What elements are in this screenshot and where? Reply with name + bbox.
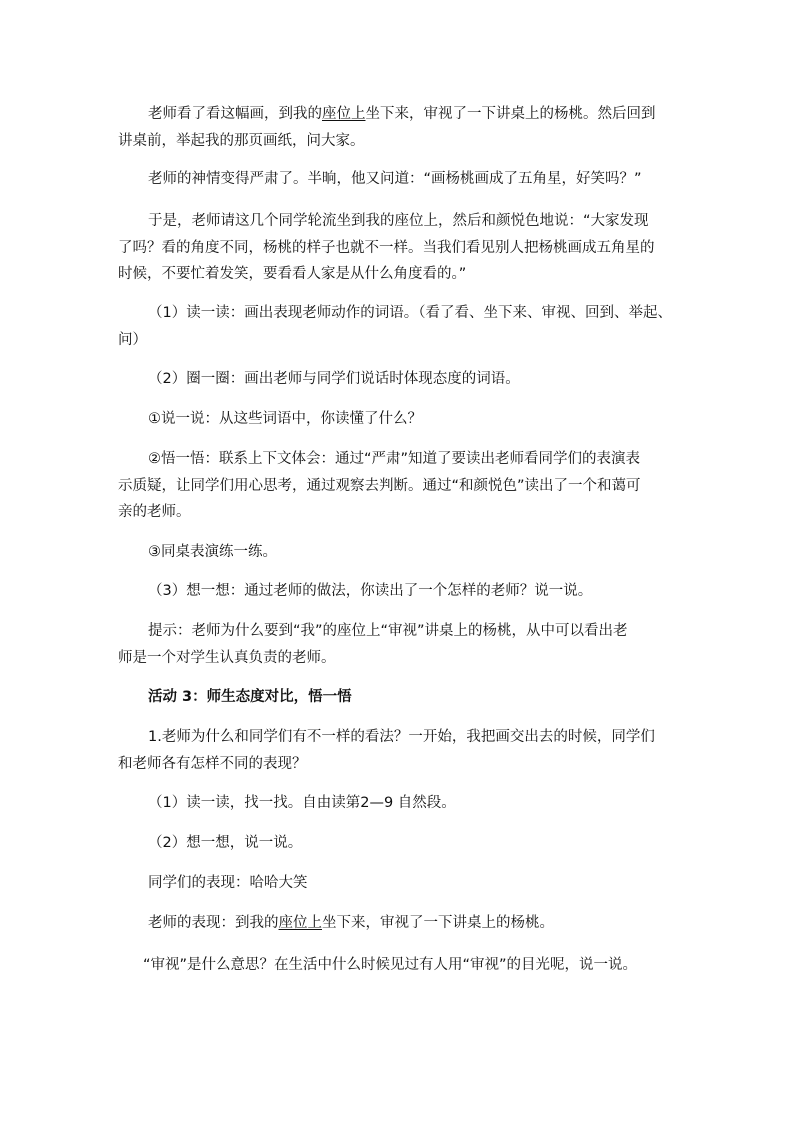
paragraph-line: 问） <box>118 332 147 348</box>
text-segment: 坐下来，审视了一下讲桌上的杨桃。然后回到 <box>365 106 656 122</box>
paragraph-line <box>148 104 656 124</box>
paragraph-line: 师是一个对学生认真负责的老师。 <box>118 650 336 666</box>
section-heading: 活动 3：师生态度对比，悟一悟 <box>148 689 352 705</box>
paragraph-line: ②悟一悟：联系上下文体会：通过“严肃”知道了要读出老师看同学们的表演表 <box>148 451 641 467</box>
underlined-text: 座位上 <box>322 106 366 122</box>
paragraph-line: 提示：老师为什么要到“我”的座位上“审视”讲桌上的杨桃，从中可以看出老 <box>148 623 628 639</box>
paragraph-line: ③同桌表演练一练。 <box>148 544 277 560</box>
paragraph-line: 亲的老师。 <box>118 504 191 520</box>
paragraph-line: 示质疑，让同学们用心思考，通过观察去判断。通过“和颜悦色”读出了一个和蔼可 <box>118 478 641 494</box>
paragraph-line: 于是，老师请这几个同学轮流坐到我的座位上，然后和颜悦色地说：“大家发现 <box>148 213 649 229</box>
paragraph-line <box>148 913 554 933</box>
text-segment: 老师看了看这幅画，到我的 <box>148 106 322 122</box>
text-segment: 坐下来，审视了一下讲桌上的杨桃。 <box>322 915 554 931</box>
paragraph-line: 讲桌前，举起我的那页画纸，问大家。 <box>118 133 365 149</box>
paragraph-line: （3）想一想：通过老师的做法，你读出了一个怎样的老师？说一说。 <box>148 583 593 599</box>
paragraph-line: “审视”是什么意思？在生活中什么时候见过有人用“审视”的目光呢，说一说。 <box>143 957 638 973</box>
underlined-text: 座位上 <box>278 915 322 931</box>
paragraph-line: 老师的神情变得严肃了。半晌，他又问道：“画杨桃画成了五角星，好笑吗？” <box>148 171 642 187</box>
paragraph-line: 时候，不要忙着发笑，要看看人家是从什么角度看的。” <box>118 266 467 282</box>
paragraph-line: ①说一说：从这些词语中，你读懂了什么？ <box>148 411 422 427</box>
paragraph-line: 和老师各有怎样不同的表现？ <box>118 756 307 772</box>
paragraph-line: （1）读一读：画出表现老师动作的词语。（看了看、坐下来、审视、回到、举起、 <box>148 305 672 321</box>
paragraph-line: 了吗？看的角度不同，杨桃的样子也就不一样。当我们看见别人把杨桃画成五角星的 <box>118 240 655 256</box>
paragraph-line: （2）圈一圈：画出老师与同学们说话时体现态度的词语。 <box>148 371 520 387</box>
paragraph-line: 1.老师为什么和同学们有不一样的看法？一开始，我把画交出去的时候，同学们 <box>148 729 655 745</box>
paragraph-line: （1）读一读，找一找。自由读第2—9 自然段。 <box>148 795 456 811</box>
paragraph-line: 同学们的表现：哈哈大笑 <box>148 875 308 891</box>
paragraph-line: （2）想一想，说一说。 <box>148 835 303 851</box>
text-segment: 老师的表现：到我的 <box>148 915 279 931</box>
